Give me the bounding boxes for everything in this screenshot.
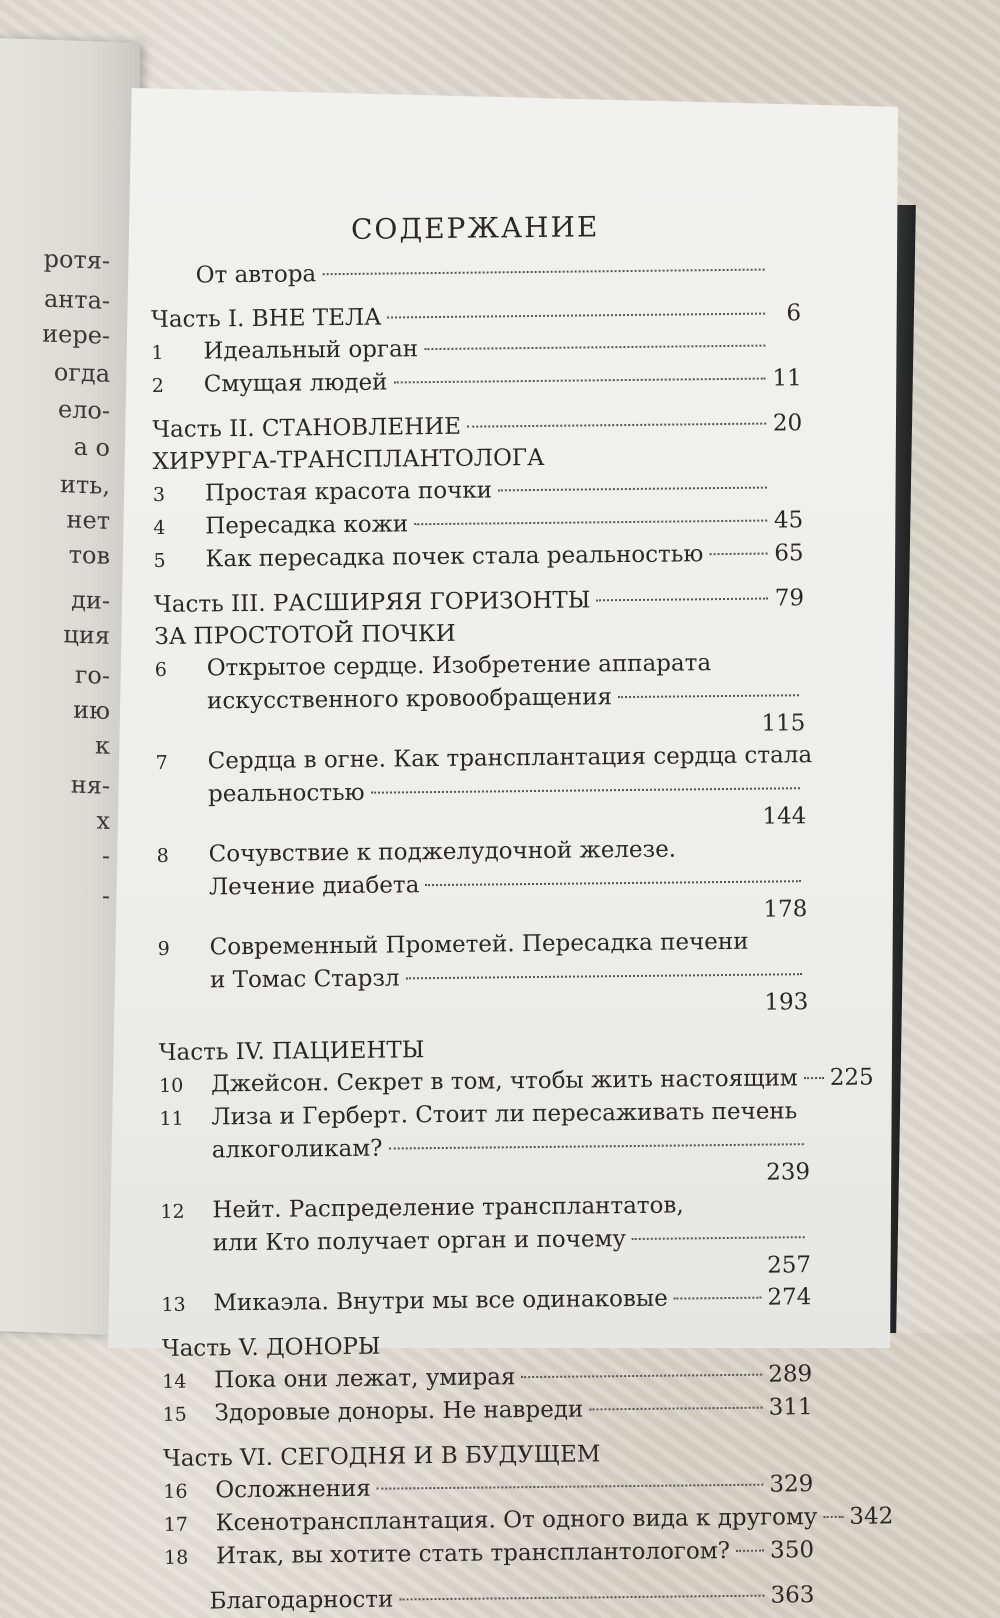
chapter-number: 2 [152,369,204,402]
chapter-number-spacer [157,894,209,895]
left-page-text-fragment: огда [30,357,110,388]
toc-intro-row [150,253,800,292]
left-page-text-fragment: ело- [30,394,110,425]
toc-entry-title: Благодарности [209,1584,393,1618]
toc-page-number: 350 [770,1534,814,1566]
chapter-number: 6 [155,653,207,686]
toc-page-number: 329 [769,1468,813,1500]
leader-dots [498,487,767,492]
left-page-text-fragment: анта- [30,284,110,315]
chapter-title-cont: или Кто получает орган и почему [213,1223,626,1259]
toc-page-number: 274 [767,1281,811,1313]
chapter-number: 5 [153,544,205,577]
chapter-number: 15 [162,1398,214,1431]
chapter-title: Лиза и Герберт. Стоит ли пересаживать печень [211,1095,797,1133]
leader-dots [425,880,801,886]
leader-dots [736,1550,764,1552]
table-of-contents [150,208,815,1618]
chapter-title: Современный Прометей. Пересадка печени [210,926,749,964]
toc-entry-title: От автора [195,258,316,291]
leader-dots [709,553,767,556]
chapter-number-spacer [161,1250,213,1251]
left-page-text-fragment: ция [30,619,110,650]
toc-page-number: 311 [768,1391,812,1423]
toc-page-number: 257 [767,1249,811,1281]
toc-chapter-row [152,362,802,402]
chapter-number-spacer [158,987,210,988]
toc-part-title: Часть VI. СЕГОДНЯ И В БУДУЩЕМ [163,1438,601,1475]
chapter-number: 1 [151,336,203,369]
chapter-number: 8 [157,839,209,872]
chapter-title: Как пересадка почек стала реальностью [205,538,703,575]
chapter-title: Смущая людей [204,367,388,401]
chapter-number-spacer [155,708,207,709]
leader-spacer [163,911,757,917]
toc-part-title: ЗА ПРОСТОТОЙ ПОЧКИ [154,618,456,653]
left-page-text-fragment: иере- [30,319,110,350]
chapter-title-cont: искусственного кровообращения [207,681,612,717]
leader-spacer [166,1174,760,1180]
chapter-title-cont: алкоголикам? [212,1133,383,1167]
chapter-title: Пока они лежат, умирая [214,1361,516,1396]
leader-dots [377,1484,764,1490]
left-page-text-fragment: - [30,839,110,870]
toc-page-number: 65 [773,537,803,569]
chapter-number-spacer [160,1157,212,1158]
left-page-text-fragment: ротя- [30,244,110,275]
toc-chapter-row [162,1391,812,1431]
chapter-title: Идеальный орган [203,333,418,367]
chapter-number: 12 [160,1195,212,1228]
leader-dots [674,1297,762,1300]
chapter-title: Осложнения [215,1473,371,1507]
chapter-number: 18 [164,1541,216,1574]
toc-part-title: Часть IV. ПАЦИЕНТЫ [159,1034,425,1069]
leader-dots [393,378,765,384]
leader-dots [424,345,765,351]
left-page-text-fragment: ить, [30,469,110,500]
chapter-number: 4 [153,511,205,544]
left-page-text-fragment: ию [30,694,110,725]
chapter-number: 11 [159,1102,211,1135]
leader-dots [804,1077,824,1079]
chapter-title: Сердца в огне. Как трансплантация сердца стала [208,739,813,777]
leader-dots [632,1236,805,1240]
toc-page-number: 178 [763,893,807,925]
toc-chapter-row [164,1534,814,1574]
chapter-title-cont: и Томас Старзл [210,962,400,996]
toc-page-number: 115 [761,707,805,739]
chapter-number-spacer [156,801,208,802]
toc-part-title: Часть V. ДОНОРЫ [162,1331,381,1365]
toc-part-title: Часть I. ВНЕ ТЕЛА [151,302,382,336]
toc-page-number: 11 [772,362,802,394]
chapter-title: Нейт. Распределение трансплантатов, [212,1189,684,1226]
chapter-title: Пересадка кожи [205,508,408,542]
toc-page-number: 239 [766,1156,810,1188]
left-page-text-fragment: х [30,804,110,835]
leader-dots [371,787,800,793]
chapter-title: Здоровые доноры. Не навреди [214,1394,583,1430]
left-page-text-fragment: а о [30,431,110,462]
toc-page-number: 225 [830,1061,874,1093]
toc-page-number: 144 [762,800,806,832]
toc-part-title: Часть II. СТАНОВЛЕНИЕ [152,411,461,446]
chapter-title-cont: реальностью [208,777,365,811]
toc-page-number: 193 [764,986,808,1018]
left-page-text-fragment: ня- [30,769,110,800]
leader-spacer [162,818,756,824]
chapter-title: Джейсон. Секрет в том, чтобы жить настоящим [211,1062,798,1100]
leader-dots [399,1595,764,1601]
chapter-number: 9 [158,932,210,965]
leader-dots [596,598,768,602]
toc-page-number: 45 [773,504,803,536]
toc-chapter-row [153,537,803,577]
leader-dots [388,313,766,319]
leader-spacer [167,1267,761,1273]
toc-page-number: 289 [768,1358,812,1390]
leader-dots [521,1374,762,1379]
left-page-text-fragment: ди- [30,584,110,615]
chapter-title: Итак, вы хотите стать трансплантологом? [216,1535,730,1572]
chapter-title: Микаэла. Внутри мы все одинаковые [213,1283,668,1320]
left-page-text-fragment: го- [30,659,110,690]
toc-page-number: 20 [772,407,802,439]
leader-spacer [164,1004,758,1010]
leader-dots [406,973,802,979]
toc-page-number: 363 [770,1579,814,1611]
leader-spacer [161,725,755,731]
toc-parts [151,297,814,1574]
toc-outro-row [164,1579,814,1618]
chapter-title-cont: Лечение диабета [209,869,420,903]
toc-part-title: ХИРУРГА-ТРАНСПЛАНТОЛОГА [152,442,544,478]
left-page-text-fragment: - [30,879,110,910]
toc-part-title: Часть III. РАСШИРЯЯ ГОРИЗОНТЫ [154,584,591,621]
toc-page-number: 342 [849,1500,893,1532]
chapter-number: 16 [163,1475,215,1508]
toc-title: СОДЕРЖАНИЕ [150,208,800,248]
chapter-title: Простая красота почки [205,474,492,509]
chapter-title: Ксенотрансплантация. От одного вида к другому [216,1501,818,1539]
chapter-title: Открытое сердце. Изобретение аппарата [207,647,712,684]
leader-dots [414,520,767,526]
chapter-number: 13 [161,1288,213,1321]
left-page-text-fragment: тов [30,539,110,570]
chapter-number: 17 [164,1508,216,1541]
leader-dots [618,694,799,698]
toc-page-number: 6 [771,297,801,329]
leader-dots [322,269,764,276]
chapter-number: 7 [156,746,208,779]
left-page-text-fragment: к [30,729,110,760]
toc-page-number: 79 [774,582,804,614]
left-page-text-fragment: нет [30,504,110,535]
chapter-number: 3 [153,478,205,511]
chapter-number: 14 [162,1365,214,1398]
chapter-number: 10 [159,1069,211,1102]
toc-chapter-row [161,1281,811,1321]
chapter-title: Сочувствие к поджелудочной железе. [209,834,677,871]
leader-dots [388,1143,803,1149]
leader-dots [823,1516,843,1518]
leader-dots [467,423,766,428]
leader-dots [589,1407,762,1411]
